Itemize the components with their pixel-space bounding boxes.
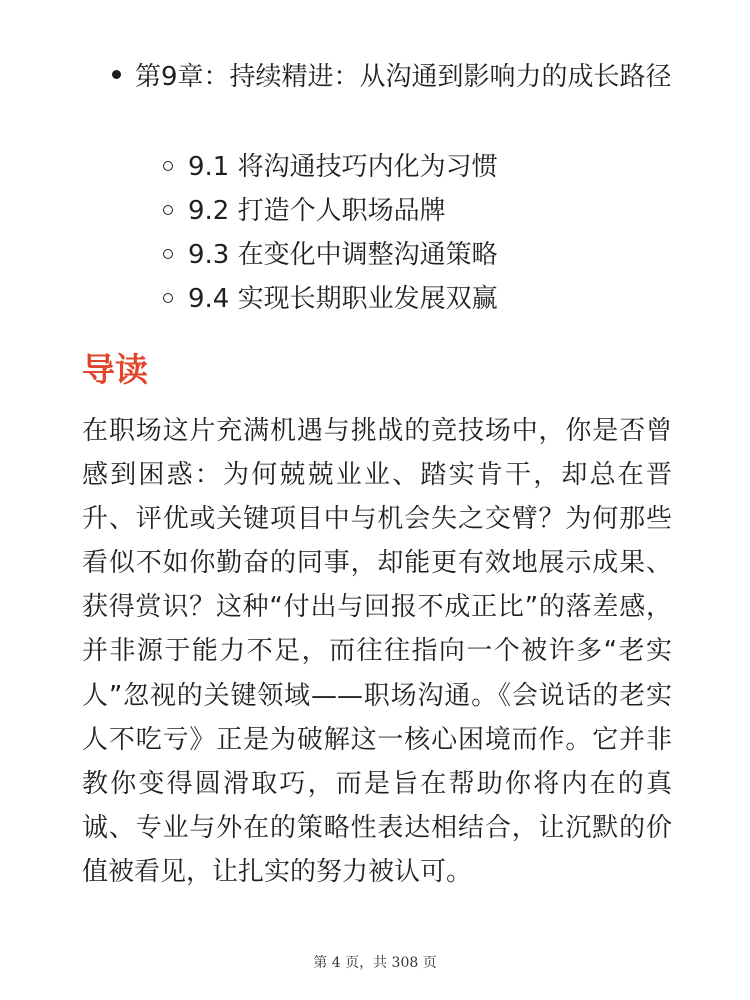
section-list-item [163,277,683,321]
section-label: 9.1 将沟通技巧内化为习惯 [188,152,498,182]
section-list-item [163,189,683,233]
bullet-circle-icon [163,161,173,171]
bullet-circle-icon [163,293,173,303]
bullet-circle-icon [163,249,173,259]
chapter-title: 第9章：持续精进：从沟通到影响力的成长路径 [135,62,672,92]
section-label: 9.3 在变化中调整沟通策略 [188,240,498,270]
section-list-item [163,145,683,189]
bullet-disc-icon [112,70,121,79]
section-label: 9.4 实现长期职业发展双赢 [188,284,498,314]
bullet-circle-icon [163,205,173,215]
section-list [163,145,683,321]
intro-heading: 导读 [82,350,148,389]
section-list-item [163,233,683,277]
section-label: 9.2 打造个人职场品牌 [188,196,446,226]
page-number: 第 4 页，共 308 页 [313,955,437,971]
intro-paragraph: 在职场这片充满机遇与挑战的竞技场中，你是否曾感到困惑：为何兢兢业业、踏实肯干，却总在晋升、评优或关键项目中与机会失之交臂？为何那些看似不如你勤奋的同事，却能更有效地展示成果、获得赏识？这种“付出与回报不成正比”的落差感，并非源于能力不足，而往往指向一个被许多“老实人”忽视的关键领域——职场沟通。《会说话的老实人不吃亏》正是为破解这一核心困境而作。它并非教你变得圆滑取巧，而是旨在帮助你将内在的真诚、专业与外在的策略性表达相结合，让沉默的价值被看见，让扎实的努力被认可。 [82,416,672,887]
